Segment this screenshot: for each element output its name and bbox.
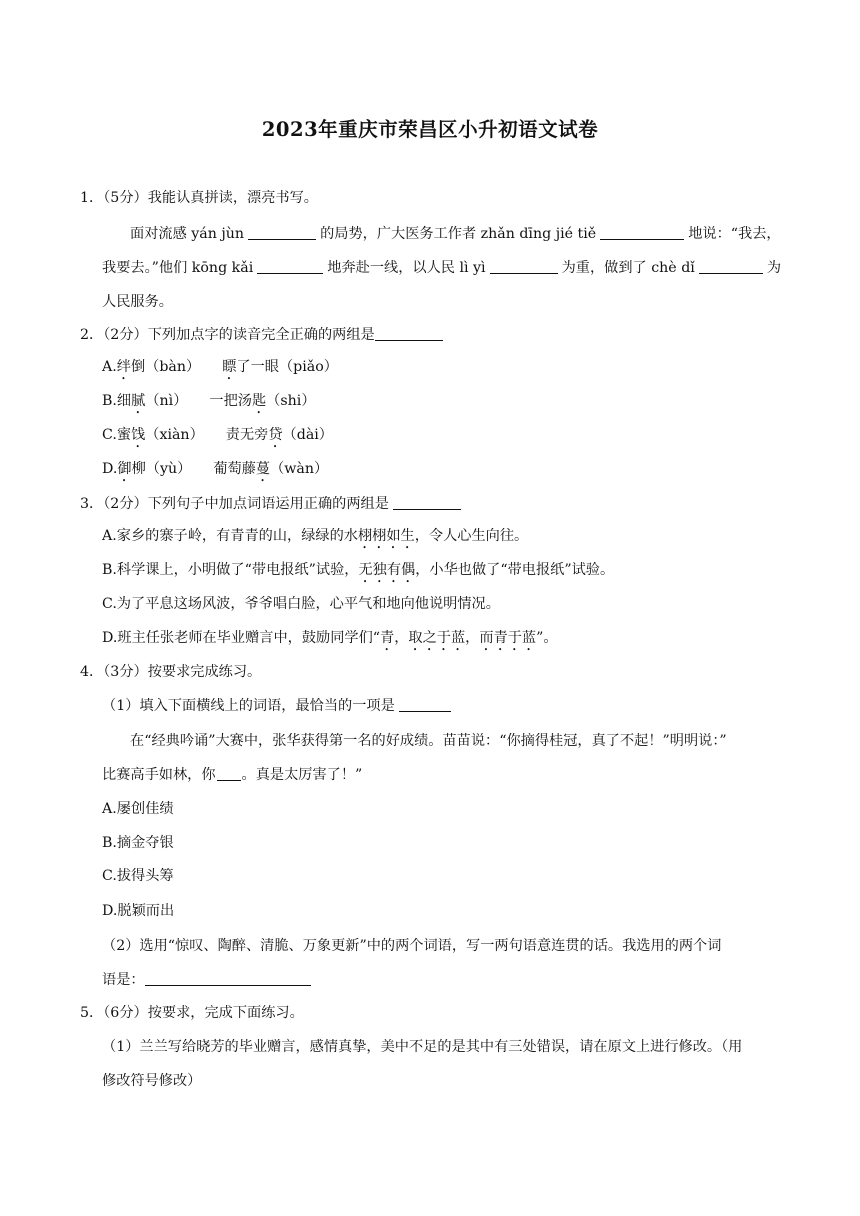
q1-text: 的局势，广大医务工作者 zhǎn dīng jié tiě [320, 226, 597, 242]
q3-stem-line [80, 494, 465, 514]
answer-blank[interactable] [600, 224, 684, 240]
option-text: A.家乡的寨子岭，有青青的山，绿绿的水 [102, 528, 358, 544]
q2-option-d [102, 459, 328, 485]
q4-number: 4． [80, 664, 104, 680]
option-text: （dài） [282, 427, 333, 443]
q2-stem-line [80, 325, 447, 345]
q4-sub2-line: （2）选用“惊叹、陶醉、清脆、万象更新”中的两个词语，写一两句语意连贯的话。我选用的两个词 [102, 938, 722, 954]
answer-blank[interactable] [393, 494, 461, 510]
option-text: ，小华也做了“带电报纸”试验。 [415, 562, 615, 578]
q4-text: 语是： [102, 972, 145, 988]
dotted-char: 贷 [268, 427, 283, 443]
answer-blank[interactable] [699, 258, 763, 274]
q5-stem: （6分）按要求，完成下面练习。 [103, 1005, 304, 1021]
q2-option-b [102, 391, 316, 417]
q4-paragraph-line-1: 在“经典吟诵”大赛中，张华获得第一名的好成绩。苗苗说：“你摘得桂冠，真了不起！”明明说：” [130, 733, 727, 749]
q4-sub1-line [102, 696, 455, 716]
answer-blank[interactable] [257, 258, 323, 274]
q3-stem: （2分）下列句子中加点词语运用正确的两组是 [103, 496, 389, 512]
q3-option-b [102, 560, 614, 586]
option-text: （shi） [266, 393, 316, 409]
q1-paragraph-line-2 [102, 258, 781, 278]
q4-sub2-answer-line [102, 970, 315, 990]
q4-paragraph-line-2 [102, 765, 362, 785]
dotted-char: 蔓 [255, 461, 271, 477]
q4-option-b: B.摘金夺银 [102, 835, 174, 851]
q2-stem: （2分）下列加点字的读音完全正确的两组是 [103, 327, 375, 343]
q4-sub1: （1）填入下面横线上的词语，最恰当的一项是 [102, 698, 395, 714]
q1-text: 地说：“我去， [688, 226, 781, 242]
q2-option-a [102, 357, 338, 383]
q4-text: 比赛高手如林，你 [102, 767, 216, 783]
page-title: 2023年重庆市荣昌区小升初语文试卷 [261, 118, 599, 141]
option-text: 倒（bàn） [130, 359, 201, 375]
q1-number: 1． [80, 190, 104, 206]
dotted-char: 饯 [131, 427, 146, 443]
q1-stem: （5分）我能认真拼读，漂亮书写。 [103, 190, 318, 206]
q2-number: 2． [80, 327, 104, 343]
q3-option-d [102, 628, 558, 654]
dotted-char: 腻 [131, 393, 146, 409]
option-text: ，令人心生向往。 [414, 528, 529, 544]
q1-text: 为 [766, 260, 782, 276]
q1-paragraph-line-1 [130, 224, 781, 244]
q4-option-a: A.屡创佳绩 [102, 801, 174, 817]
dotted-phrase: 青，取之于蓝，而青于蓝 [380, 630, 537, 646]
dotted-phrase: 无独有偶 [358, 562, 416, 578]
option-label: D. [102, 461, 118, 477]
q3-option-a [102, 526, 528, 552]
answer-blank[interactable] [375, 325, 443, 341]
option-text: C.为了平息这场风波，爷爷唱白脸，心平气和地向他说明情况。 [102, 596, 500, 612]
option-label: B.细 [102, 393, 132, 409]
option-text: （wàn） [270, 461, 329, 477]
q1-paragraph-line-3: 人民服务。 [102, 294, 173, 310]
option-text: 柳（yù） [131, 461, 192, 477]
q4-stem: （3分）按要求完成练习。 [103, 664, 262, 680]
q1-text: 面对流感 yán jùn [130, 226, 245, 242]
q5-sub1-line-2: 修改符号修改） [102, 1073, 202, 1089]
answer-blank[interactable] [217, 765, 241, 781]
q1-text: 地奔赴一线，以人民 lì yì [327, 260, 486, 276]
q4-text: 。真是太厉害了！” [241, 767, 363, 783]
option-text: ”。 [536, 630, 558, 646]
option-text: B.科学课上，小明做了“带电报纸”试验， [102, 562, 359, 578]
dotted-phrase: 栩栩如生 [357, 528, 415, 544]
q1-text: 我要去。”他们 kōng kǎi [102, 260, 254, 276]
answer-blank[interactable] [145, 970, 311, 986]
option-text: 了一眼（piǎo） [236, 359, 338, 375]
option-text: （nì） [145, 393, 188, 409]
answer-blank[interactable] [399, 696, 451, 712]
option-text: 责无旁 [225, 427, 269, 443]
q4-option-c: C.拔得头筹 [102, 868, 174, 884]
q1-text: 为重，做到了 chè dǐ [561, 260, 695, 276]
answer-blank[interactable] [248, 224, 316, 240]
dotted-char: 绊 [116, 359, 131, 375]
option-text: （xiàn） [145, 427, 204, 443]
q3-option-c [102, 594, 500, 614]
dotted-char: 瞟 [222, 359, 237, 375]
q4-option-d: D.脱颖而出 [102, 903, 175, 919]
q5-number: 5． [80, 1005, 104, 1021]
q3-number: 3． [80, 496, 104, 512]
option-label: A. [102, 359, 117, 375]
q4-stem-line [80, 662, 261, 682]
option-text: 一把汤 [209, 393, 252, 409]
q5-sub1-line: （1）兰兰写给晓芳的毕业赠言，感情真挚，美中不足的是其中有三处错误，请在原文上进行修改。（用 [102, 1039, 743, 1055]
q5-stem-line [80, 1003, 304, 1023]
dotted-char: 匙 [251, 393, 267, 409]
option-text: D.班主任张老师在毕业赠言中，鼓励同学们“ [102, 630, 381, 646]
q1-stem-line [80, 188, 318, 208]
option-label: C.蜜 [102, 427, 132, 443]
q2-option-c [102, 425, 333, 451]
option-text: 葡萄藤 [213, 461, 256, 477]
dotted-char: 御 [117, 461, 132, 477]
answer-blank[interactable] [490, 258, 558, 274]
